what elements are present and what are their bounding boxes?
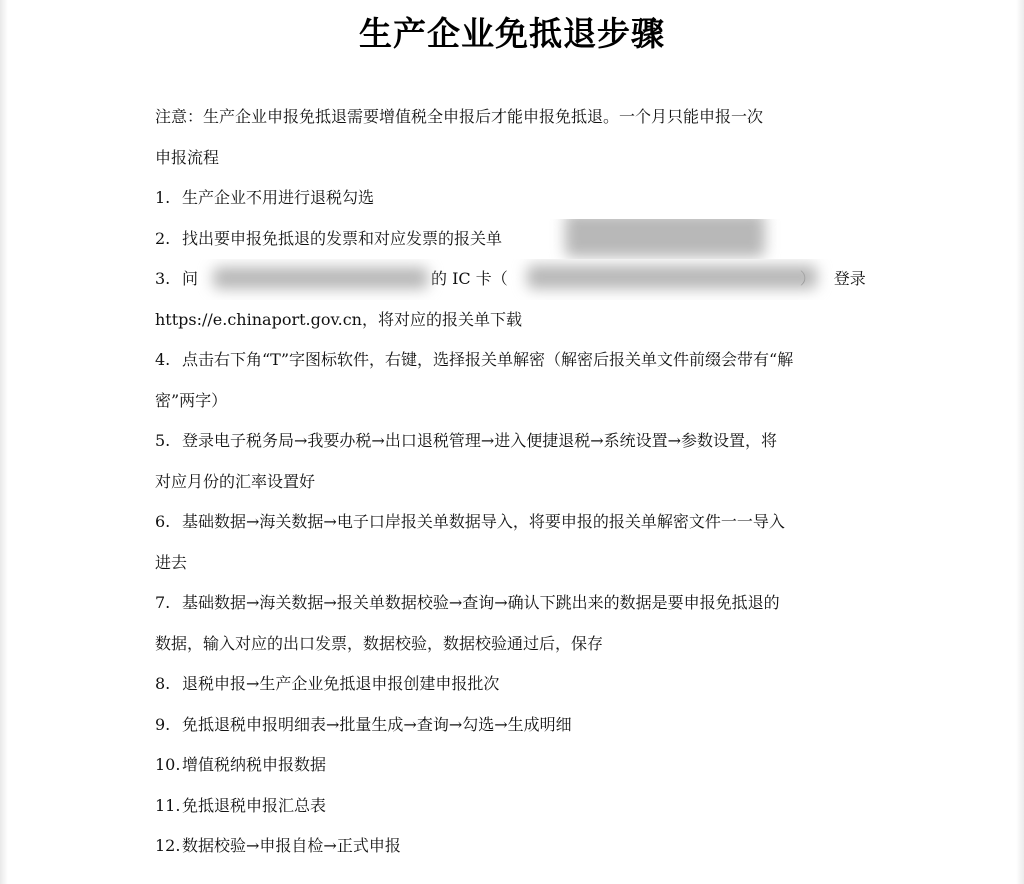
step-4-continuation: [155, 381, 875, 422]
step-number: 1.: [155, 188, 171, 207]
step-text: 找出要申报免抵退的发票和对应发票的报关单: [182, 228, 503, 248]
step-text: 退税申报→生产企业免抵退申报创建申报批次: [182, 674, 500, 693]
step-text: 数据，输入对应的出口发票，数据校验，数据校验通过后，保存: [155, 633, 604, 653]
step-text: 密”两字）: [155, 390, 228, 410]
step-number: 6.: [155, 512, 171, 531]
document-title: 生产企业免抵退步骤: [359, 14, 665, 53]
note-text: 注意：生产企业申报免抵退需要增值税全申报后才能申报免抵退。一个月只能申报一次: [155, 107, 764, 126]
step-8: [155, 664, 875, 705]
step-text: 点击右下角“T”字图标软件，右键，选择报关单解密（解密后报关单文件前缀会带有“解: [182, 350, 794, 369]
step-text: 进去: [155, 552, 188, 572]
step-number: 2.: [155, 228, 171, 248]
step-10: [155, 745, 875, 786]
step-7: [155, 583, 875, 624]
step-text: 登录电子税务局→我要办税→出口退税管理→进入便捷退税→系统设置→参数设置，将: [182, 431, 778, 450]
step-7-continuation: [155, 624, 875, 665]
step-4: [155, 340, 875, 381]
step-text: 基础数据→海关数据→电子口岸报关单数据导入，将要申报的报关单解密文件一一导入: [182, 512, 785, 531]
document-body: [155, 97, 875, 867]
step-number: 11.: [155, 795, 181, 815]
step-5-continuation: [155, 462, 875, 503]
step-number: 7.: [155, 593, 171, 612]
page-right-shadow: [1016, 0, 1024, 884]
step-text-part: 的 IC 卡（: [431, 269, 508, 288]
step-1: [155, 178, 875, 219]
step-3-continuation: [155, 300, 875, 341]
step-3: [155, 259, 875, 300]
redaction-blur: [565, 219, 765, 257]
step-text: 免抵退税申报汇总表: [182, 795, 327, 815]
step-number: 9.: [155, 714, 171, 734]
step-text: 基础数据→海关数据→报关单数据校验→查询→确认下跳出来的数据是要申报免抵退的: [182, 593, 780, 612]
step-number: 3.: [155, 269, 171, 288]
step-text: 数据校验→申报自检→正式申报: [182, 836, 401, 855]
step-number: 5.: [155, 431, 171, 450]
step-6: [155, 502, 875, 543]
step-9: [155, 705, 875, 746]
step-2: [155, 219, 875, 260]
step-12: [155, 826, 875, 867]
step-text-part: 问: [182, 269, 199, 288]
step-text: https://e.chinaport.gov.cn，将对应的报关单下载: [155, 309, 522, 329]
step-6-continuation: [155, 543, 875, 584]
step-number: 10.: [155, 755, 181, 774]
step-11: [155, 786, 875, 827]
page-left-shadow: [0, 0, 8, 884]
step-number: 12.: [155, 836, 181, 855]
step-text: 免抵退税申报明细表→批量生成→查询→勾选→生成明细: [182, 714, 572, 734]
redaction-blur: [527, 265, 817, 289]
step-text: 对应月份的汇率设置好: [155, 471, 316, 491]
step-text-part: 登录: [833, 269, 866, 288]
step-text: 增值税纳税申报数据: [182, 755, 327, 774]
step-number: 8.: [155, 674, 171, 693]
step-text: 生产企业不用进行退税勾选: [182, 188, 375, 207]
step-5: [155, 421, 875, 462]
flow-heading: 申报流程: [155, 147, 220, 167]
redaction-blur: [213, 267, 428, 289]
step-number: 4.: [155, 350, 171, 369]
